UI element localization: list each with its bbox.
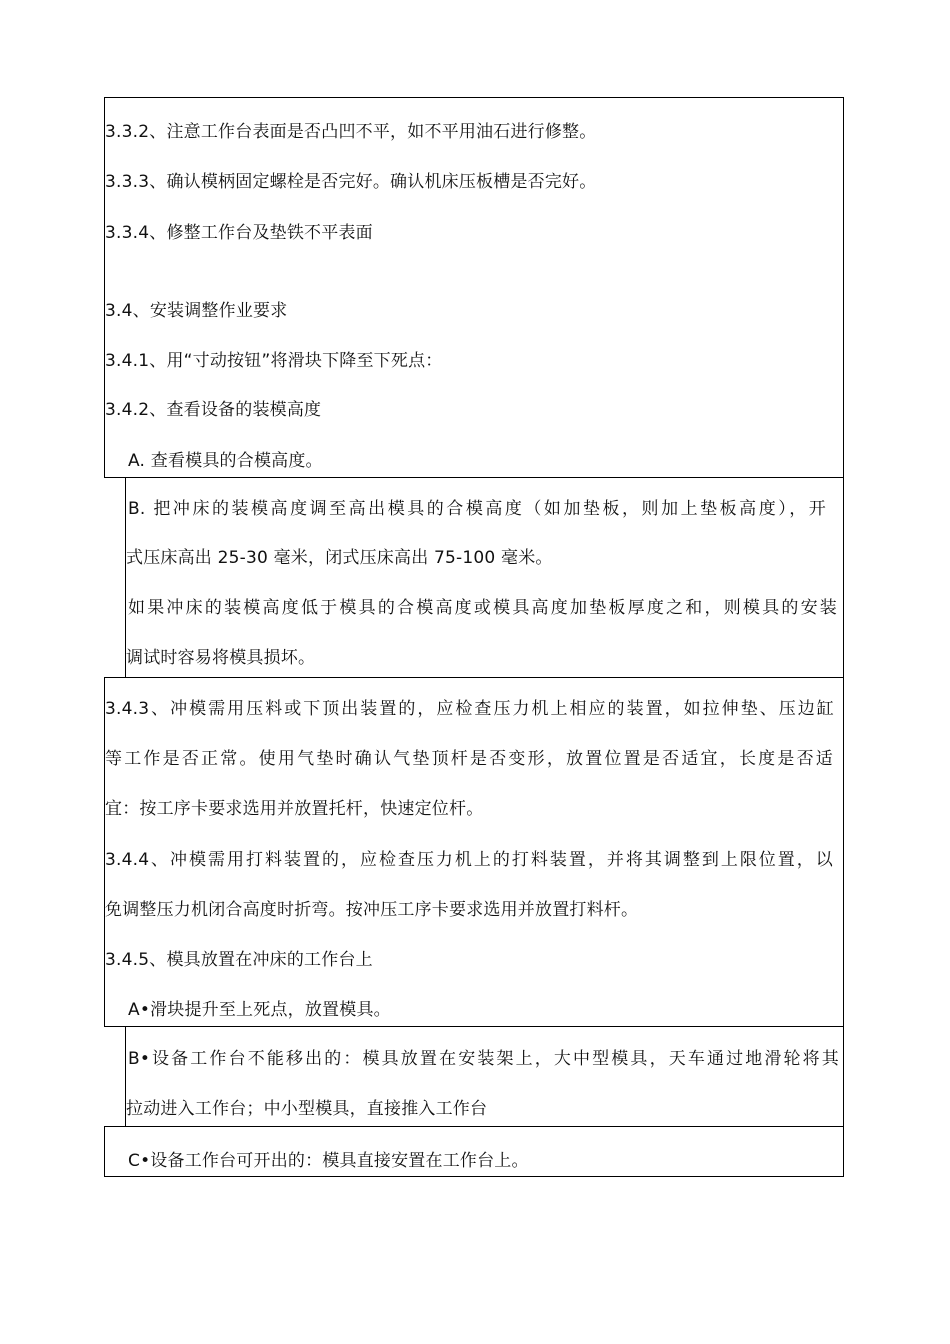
item-3-4-2-b-line1: B. 把冲床的装模高度调至高出模具的合模高度（如加垫板，则加上垫板高度），开 <box>128 499 826 519</box>
section-3-4-heading: 3.4、安装调整作业要求 <box>105 301 288 321</box>
item-3-4-2-b-line2: 式压床高出 25-30 毫米，闭式压床高出 75-100 毫米。 <box>126 548 553 568</box>
item-3-4-5: 3.4.5、模具放置在冲床的工作台上 <box>105 950 373 970</box>
cell-divider-1 <box>104 477 844 478</box>
item-3-4-3-line2: 等工作是否正常。使用气垫时确认气垫顶杆是否变形，放置位置是否适宜，长度是否适 <box>105 749 833 769</box>
table-right-border-upper <box>843 97 844 678</box>
item-3-3-2: 3.3.2、注意工作台表面是否凸凹不平，如不平用油石进行修整。 <box>105 122 597 142</box>
item-3-4-4-line1: 3.4.4、冲模需用打料装置的，应检查压力机上的打料装置，并将其调整到上限位置，以 <box>105 850 833 870</box>
item-3-3-3: 3.3.3、确认模柄固定螺栓是否完好。确认机床压板槽是否完好。 <box>105 172 597 192</box>
table-right-border-middle <box>843 677 844 1177</box>
item-3-4-2-a: A. 查看模具的合模高度。 <box>128 451 323 471</box>
cell-divider-2 <box>104 677 844 678</box>
note-line2: 调试时容易将模具损坏。 <box>126 648 316 668</box>
item-3-4-5-a: A•滑块提升至上死点，放置模具。 <box>128 1000 391 1020</box>
item-3-4-5-c: C•设备工作台可开出的：模具直接安置在工作台上。 <box>128 1151 529 1171</box>
note-line1: 如果冲床的装模高度低于模具的合模高度或模具高度加垫板厚度之和，则模具的安装 <box>128 598 837 618</box>
item-3-3-4: 3.3.4、修整工作台及垫铁不平表面 <box>105 223 373 243</box>
cell-divider-4 <box>104 1126 844 1127</box>
item-3-4-2: 3.4.2、查看设备的装模高度 <box>105 400 322 420</box>
table-bottom-border <box>104 1176 844 1177</box>
item-3-4-3-line1: 3.4.3、冲模需用压料或下顶出装置的，应检查压力机上相应的装置，如拉伸垫、压边缸 <box>105 699 834 719</box>
item-3-4-5-b-line2: 拉动进入工作台；中小型模具，直接推入工作台 <box>126 1099 488 1119</box>
item-3-4-4-line2: 免调整压力机闭合高度时折弯。按冲压工序卡要求选用并放置打料杆。 <box>105 900 639 920</box>
item-3-4-1: 3.4.1、用“寸动按钮”将滑块下降至下死点： <box>105 351 443 371</box>
item-3-4-3-line3: 宜：按工序卡要求选用并放置托杆，快速定位杆。 <box>105 799 484 819</box>
cell-divider-3 <box>104 1026 844 1027</box>
item-3-4-5-b-line1: B•设备工作台不能移出的：模具放置在安装架上，大中型模具，天车通过地滑轮将其 <box>128 1049 839 1069</box>
table-left-border-lower <box>104 1126 105 1177</box>
table-top-border <box>104 97 844 98</box>
